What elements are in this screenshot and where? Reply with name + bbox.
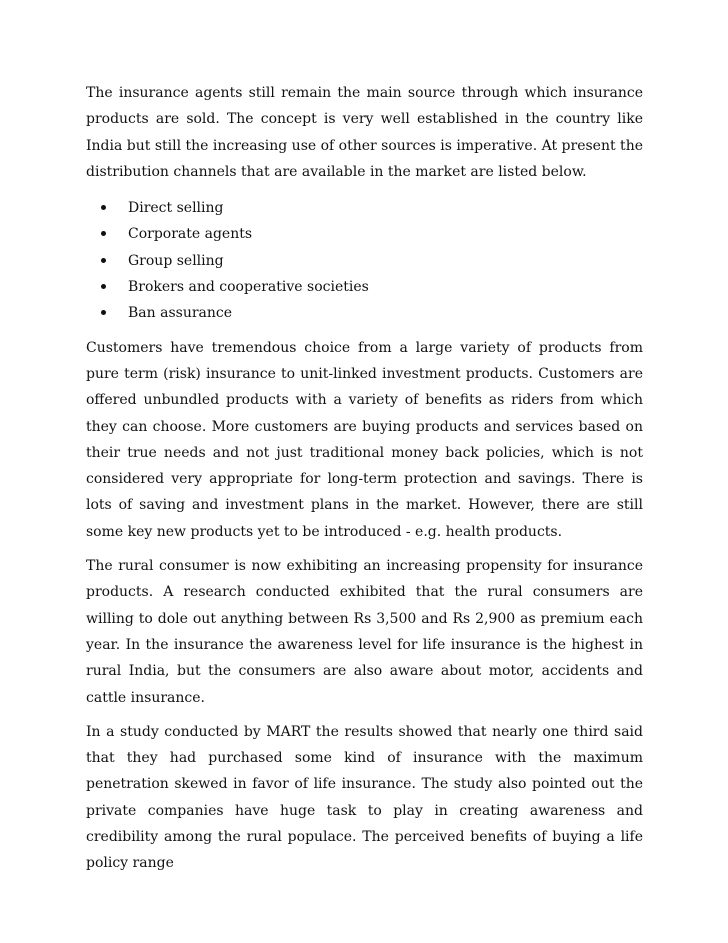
list-item [86,248,643,274]
list-item-label: Direct selling [128,200,224,217]
bullet-icon [101,205,106,210]
list-item [86,300,643,326]
rural-consumer-paragraph: The rural consumer is now exhibiting an increasing propensity for insurance products. A research conducted exhibited that the rural consumers are willing to dole out anything between Rs 3,500 and Rs 2,900 as premium each year. In the insurance the awareness level for life insurance is the highest in rural India, but the consumers are also aware about motor, accidents and cattle insurance. [86,558,643,706]
distribution-channels-list [86,195,643,326]
mart-study-paragraph: In a study conducted by MART the results showed that nearly one third said that they had purchased some kind of insurance with the maximum penetration skewed in favor of life insurance. The study also pointed out the private companies have huge task to play in creating awareness and credibility among the rural populace. The perceived benefits of buying a life policy range [86,723,643,872]
bullet-icon [101,310,106,315]
list-item-label: Brokers and cooperative societies [128,279,369,296]
list-item-label: Ban assurance [128,305,233,322]
list-item [86,195,643,221]
bullet-icon [101,284,106,289]
list-item-label: Corporate agents [128,226,253,243]
intro-paragraph: The insurance agents still remain the main source through which insurance products are sold. The concept is very well established in the country like India but still the increasing use of other sources is imperative. At present the distribution channels that are available in the market are listed below. [86,85,643,180]
bullet-icon [101,231,106,236]
list-item [86,221,643,247]
list-item [86,274,643,300]
document-page [86,80,643,877]
customers-paragraph: Customers have tremendous choice from a large variety of products from pure term (risk) insurance to unit-linked investment products. Customers are offered unbundled products with a variety of benefits as riders from which they can choose. More customers are buying products and services based on their true needs and not just traditional money back policies, which is not considered very appropriate for long-term protection and savings. There is lots of saving and investment plans in the market. However, there are still some key new products yet to be introduced - e.g. health products. [86,339,643,540]
list-item-label: Group selling [128,252,224,269]
bullet-icon [101,258,106,263]
